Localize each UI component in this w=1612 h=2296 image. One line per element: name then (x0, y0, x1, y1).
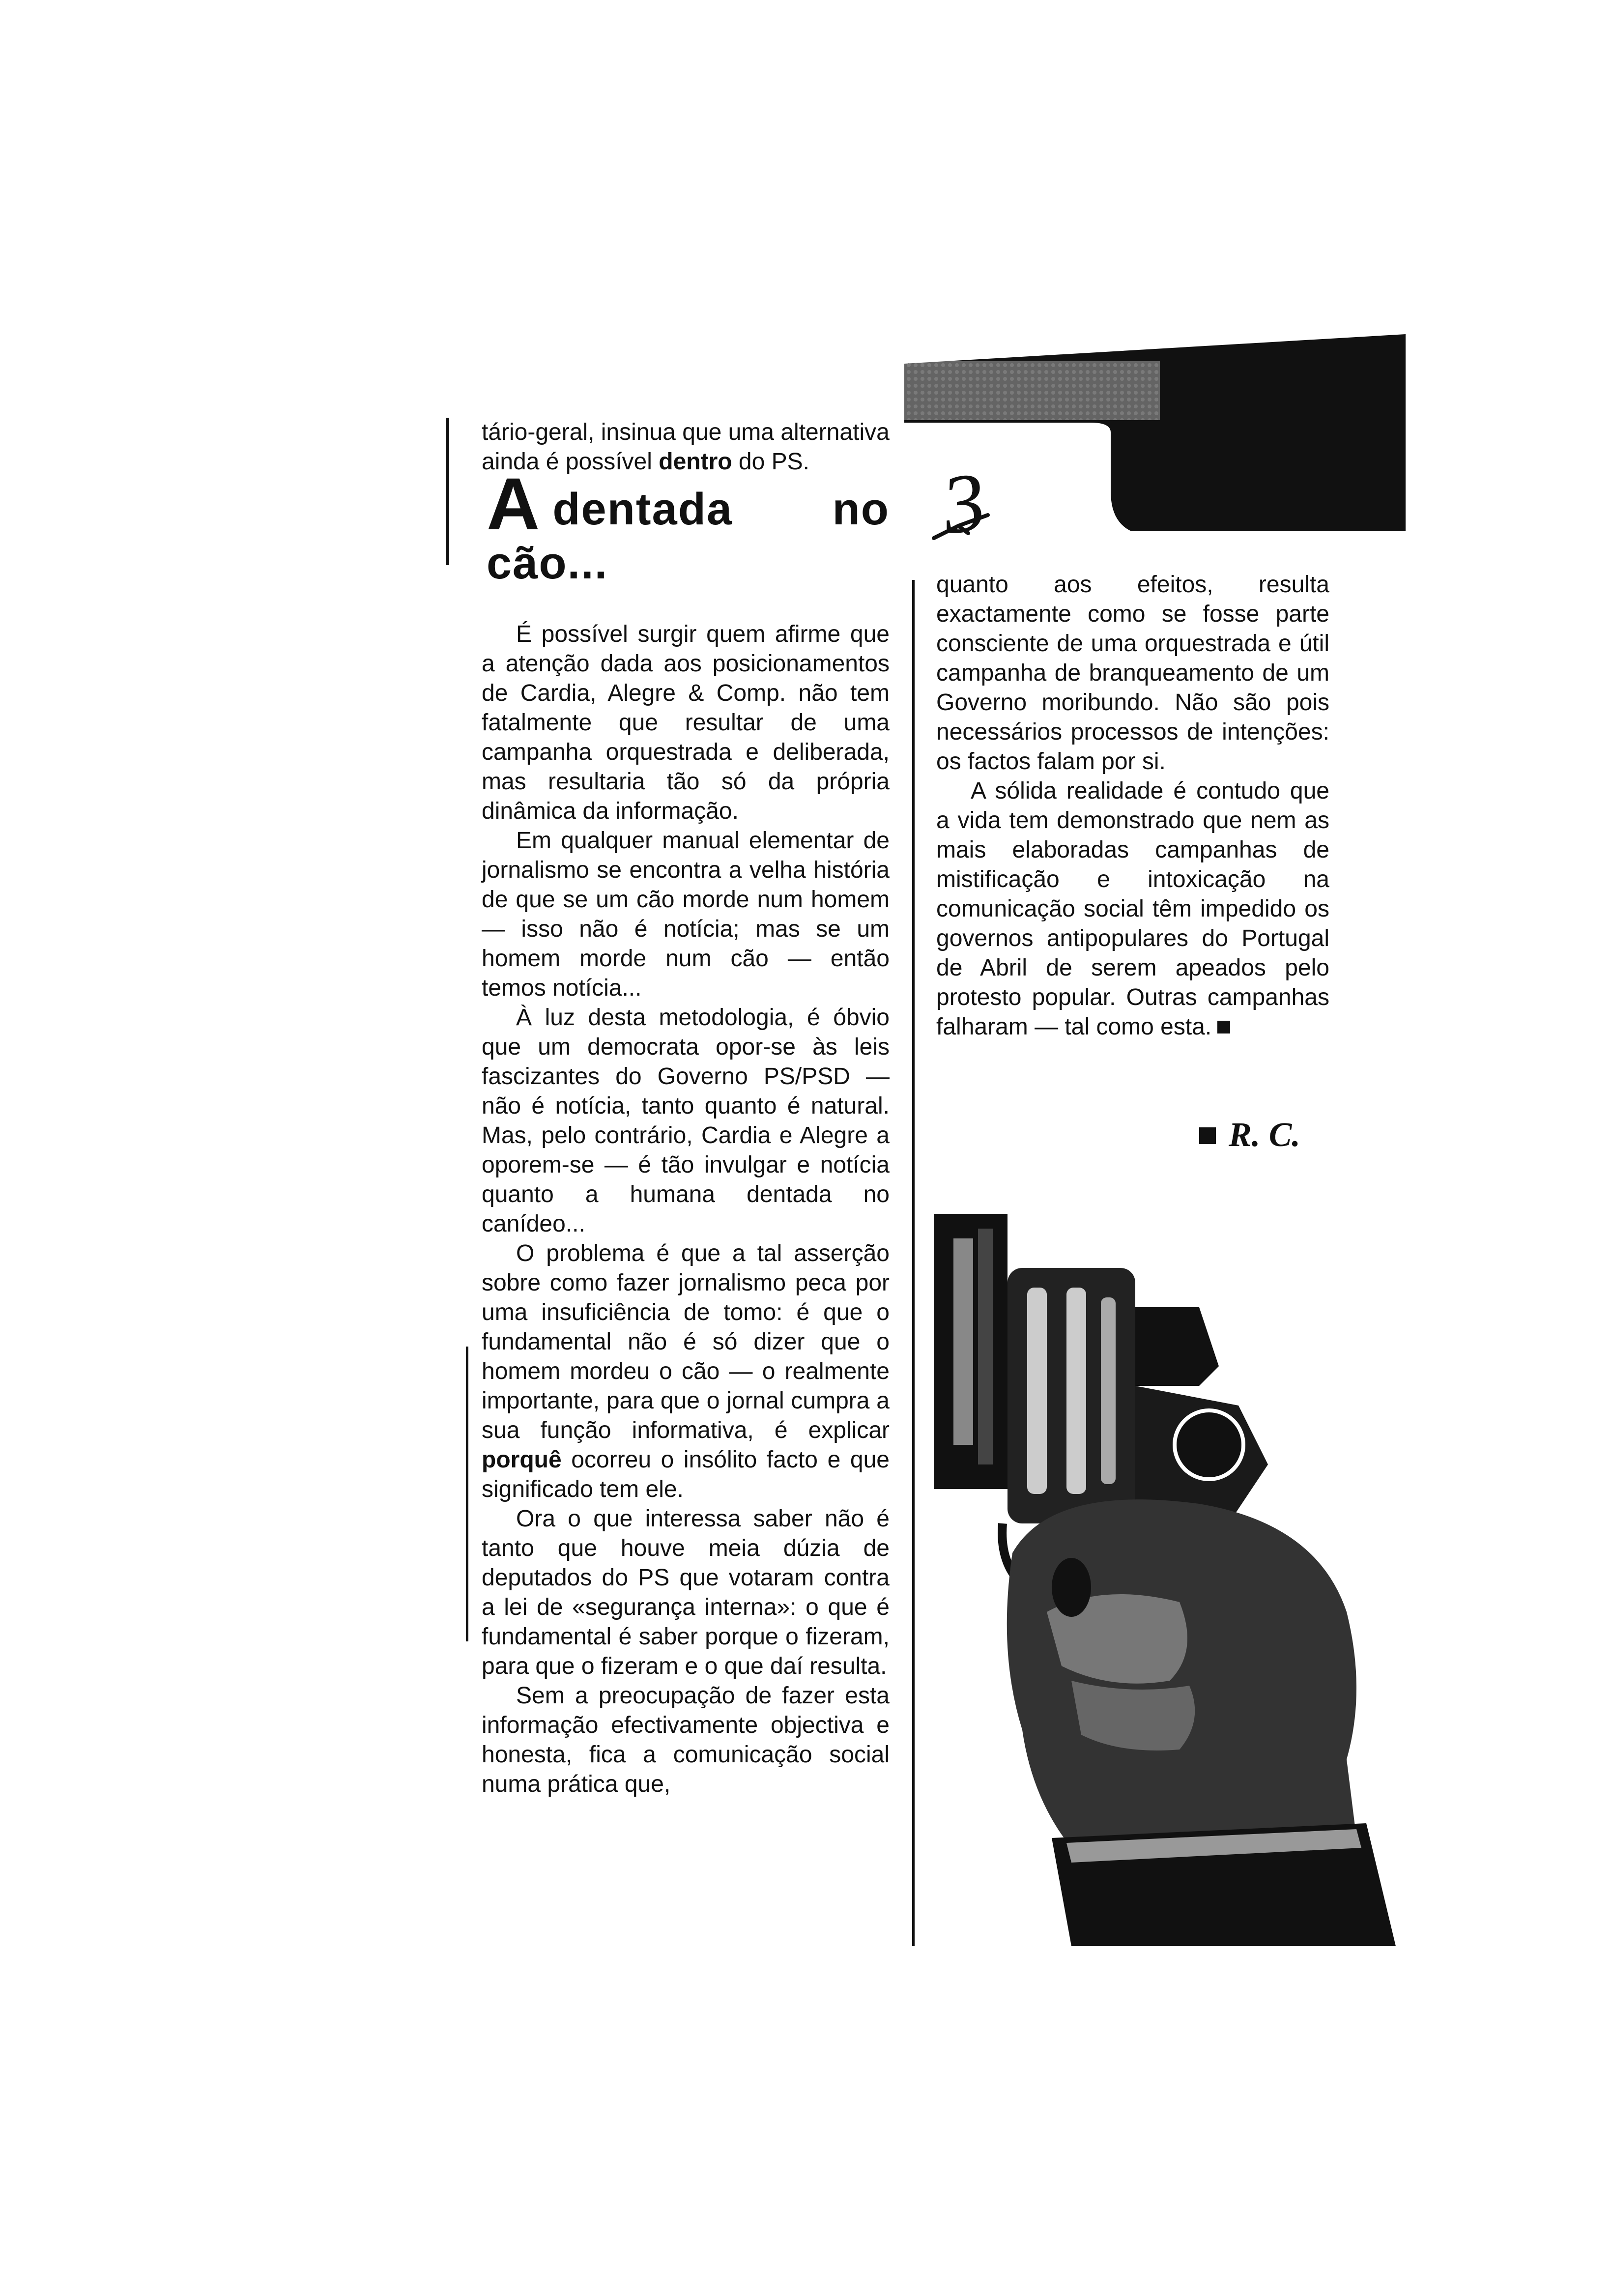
right-article-column (936, 570, 1329, 1042)
left-paragraph-2: Em qualquer manual elementar de jornalismo se encontra a velha história de que se um cão morde num homem — isso não é notícia; mas se um homem morde num cão — então temos notícia... (482, 828, 890, 1001)
left-paragraph-3: À luz desta metodologia, é óbvio que um democrata opor-se às leis fascizantes do Governo PS/PSD — não é notícia, tanto quanto é natural. Mas, pelo contrário, Cardia e Alegre a oporem-se — é tão invulgar e notícia quanto a humana dentada no canídeo... (482, 1004, 890, 1237)
header-graphic-block (885, 334, 1406, 531)
signature-square-icon (1199, 1127, 1216, 1144)
intro-paragraph (482, 418, 890, 477)
intro-bold-word: dentro (659, 449, 732, 475)
left-paragraph-6: Sem a preocupação de fazer esta informação efectivamente objectiva e honesta, fica a comunicação social numa prática que, (482, 1683, 890, 1797)
revolver-hand-illustration (924, 1209, 1396, 1946)
left-paragraph-5: Ora o que interessa saber não é tanto que houve meia dúzia de deputados do PS que votaram contra a lei de «segurança interna»: o que é fundamental é saber porque o fizeram, para que o fizeram e o que daí resulta. (482, 1506, 890, 1679)
left-margin-rule-top (446, 418, 449, 565)
left-article-column (482, 418, 890, 1799)
author-signature (1199, 1116, 1347, 1155)
left-paragraph-4-end: ocorreu o insólito facto e que significado tem ele. (482, 1447, 890, 1502)
column-divider-rule (912, 580, 915, 1946)
end-mark-icon (1217, 1021, 1230, 1033)
left-paragraph-4-bold: porquê (482, 1447, 562, 1473)
headline-initial: A (487, 462, 541, 545)
right-paragraph-2-text: A sólida realidade é contudo que a vida tem demonstrado que nem as mais elaboradas campanhas de mistificação e intoxicação na comunicação social têm impedido os governos antipopulares do Portugal de Abril de serem apeados pelo protesto popular. Outras campanhas falharam — tal como esta. (936, 778, 1329, 1040)
left-margin-rule-bottom (466, 1347, 468, 1641)
intro-tail: do PS. (738, 449, 810, 475)
left-paragraph-4-start: O problema é que a tal asserção sobre como fazer jornalismo peca por uma insuficiência de tomo: é que o fundamental não é só dizer que o homem mordeu o cão — o realmente importante, para que o jornal cumpra a sua função informativa, é explicar (482, 1240, 890, 1443)
left-paragraph-1: É possível surgir quem afirme que a atenção dada aos posicionamentos de Cardia, Alegre & Comp. não tem fatalmente que resultar de uma campanha orquestrada e deliberada, mas resultaria tão só da própria dinâmica da informação. (482, 621, 890, 824)
right-paragraph-2 (936, 776, 1329, 1042)
headline-text: dentada no cão... (487, 484, 890, 588)
left-paragraph-4 (482, 1239, 890, 1504)
right-paragraph-1: quanto aos efeitos, resulta exactamente como se fosse parte consciente de uma orquestrada e útil campanha de branqueamento de um Governo moribundo. Não são pois necessários processos de intenções: os factos falam por si. (936, 572, 1329, 775)
signature-text: R. C. (1229, 1116, 1300, 1154)
intro-text: tário-geral, insinua que uma alternativa ainda é possível (482, 419, 890, 475)
page-number: 3 (937, 454, 991, 552)
